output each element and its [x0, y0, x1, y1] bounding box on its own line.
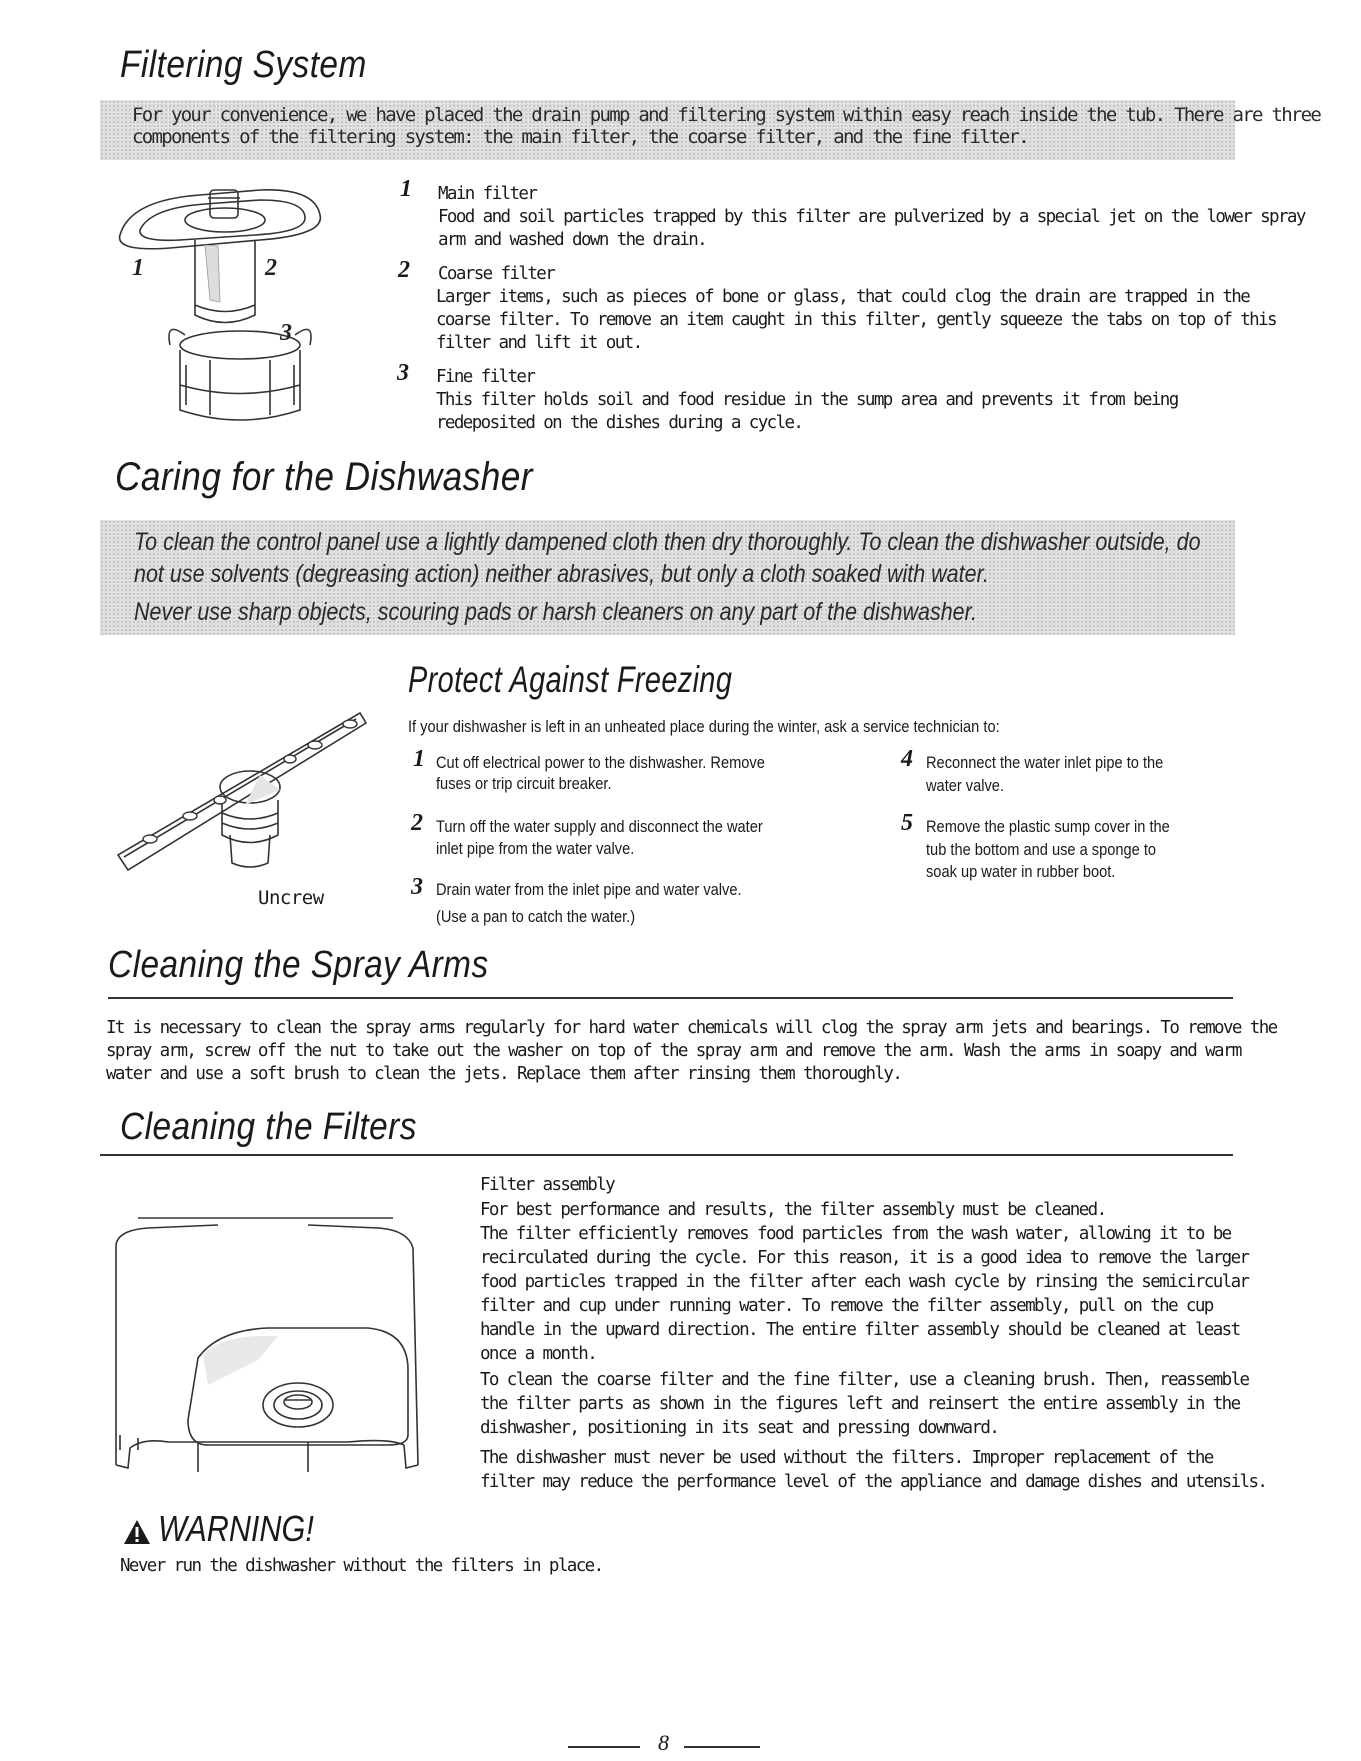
- filtering-intro-band: [100, 100, 1321, 160]
- freeze-step-2-line: Turn off the water supply and disconnect the water: [436, 817, 763, 836]
- filter-item-3-line: This filter holds soil and food residue in the sump area and prevents it from being: [436, 390, 1178, 410]
- freeze-step-2-number: 2: [411, 810, 423, 836]
- spray-arms-line: water and use a soft brush to clean the jets. Replace them after rinsing them thoroughly.: [106, 1064, 902, 1084]
- filters-line: recirculated during the cycle. For this reason, it is a good idea to remove the larger: [480, 1248, 1249, 1268]
- filter-item-2-line: coarse filter. To remove an item caught in this filter, gently squeeze the tabs on top of this: [436, 310, 1276, 330]
- filter-item-2-line: Larger items, such as pieces of bone or glass, that could clog the drain are trapped in the: [436, 287, 1250, 307]
- tub-filter-illustration: [108, 1210, 428, 1475]
- caring-line3: Never use sharp objects, scouring pads or harsh cleaners on any part of the dishwasher.: [134, 598, 977, 626]
- filters-heading: Filter assembly: [480, 1175, 615, 1195]
- spray-arms-rule: [108, 997, 1233, 999]
- filter-item-3-line: redeposited on the dishes during a cycle.: [436, 413, 803, 433]
- filters-line: filter and cup under running water. To remove the filter assembly, pull on the cup: [480, 1296, 1213, 1316]
- freeze-step-5-line: tub the bottom and use a sponge to: [926, 840, 1157, 859]
- freezing-title: Protect Against Freezing: [408, 659, 733, 700]
- spray-arm-illustration: [110, 705, 370, 885]
- freezing-intro: If your dishwasher is left in an unheated place during the winter, ask a service technician to:: [408, 717, 1000, 736]
- footer-rule-left: [568, 1746, 640, 1748]
- filter-item-2-line: filter and lift it out.: [436, 333, 642, 353]
- freeze-step-5-line: soak up water in rubber boot.: [926, 862, 1116, 881]
- filters-title: Cleaning the Filters: [120, 1106, 417, 1148]
- spray-arms-line: spray arm, screw off the nut to take out the washer on top of the spray arm and remove the arm. Wash the arms in soapy and warm: [106, 1041, 1241, 1061]
- warning-title: WARNING!: [158, 1508, 314, 1549]
- filters-line: To clean the coarse filter and the fine filter, use a cleaning brush. Then, reassemble: [480, 1370, 1249, 1390]
- warning-text: Never run the dishwasher without the filters in place.: [120, 1556, 603, 1576]
- filter-item-1-number: 1: [400, 176, 412, 202]
- freeze-step-2-line: inlet pipe from the water valve.: [436, 839, 635, 858]
- freeze-step-4-line: water valve.: [926, 776, 1005, 795]
- filters-line: once a month.: [480, 1344, 597, 1364]
- filters-line: The filter efficiently removes food particles from the wash water, allowing it to be: [480, 1224, 1231, 1244]
- warning-icon: [122, 1518, 152, 1546]
- filter-item-1-title: Main filter: [438, 184, 537, 204]
- filters-line: food particles trapped in the filter after each wash cycle by rinsing the semicircular: [480, 1272, 1249, 1292]
- figure-label-1: 1: [132, 255, 144, 281]
- filter-item-3-number: 3: [397, 360, 409, 386]
- filter-item-2-number: 2: [398, 257, 410, 283]
- freeze-step-5-line: Remove the plastic sump cover in the: [926, 817, 1170, 836]
- figure-label-2: 2: [265, 255, 277, 281]
- filtering-intro-line1: For your convenience, we have placed the drain pump and filtering system within easy reach inside the tub. There are three: [132, 104, 1321, 126]
- caring-band: [100, 520, 1235, 635]
- filters-line: handle in the upward direction. The entire filter assembly should be cleaned at least: [480, 1320, 1240, 1340]
- filters-line: For best performance and results, the filter assembly must be cleaned.: [480, 1200, 1106, 1220]
- caring-line1: To clean the control panel use a lightly dampened cloth then dry thoroughly. To clean the dishwasher outside, do: [134, 528, 1201, 556]
- filter-item-1-line: Food and soil particles trapped by this filter are pulverized by a special jet on the lower spray: [438, 207, 1305, 227]
- filtering-intro-line2: components of the filtering system: the main filter, the coarse filter, and the fine filter.: [132, 126, 1028, 148]
- freeze-step-1-line: fuses or trip circuit breaker.: [436, 774, 612, 793]
- spray-arms-line: It is necessary to clean the spray arms regularly for hard water chemicals will clog the spray arm jets and bearings. To remove the: [106, 1018, 1277, 1038]
- spray-arms-title: Cleaning the Spray Arms: [108, 944, 489, 986]
- filtering-title: Filtering System: [120, 44, 367, 86]
- filter-item-3-title: Fine filter: [436, 367, 535, 387]
- freeze-step-1-line: Cut off electrical power to the dishwasher. Remove: [436, 753, 765, 772]
- caring-line2: not use solvents (degreasing action) neither abrasives, but only a cloth soaked with water.: [134, 560, 989, 588]
- footer-rule-right: [684, 1746, 760, 1748]
- page-number: 8: [658, 1730, 669, 1755]
- spray-arm-caption: Uncrew: [258, 887, 324, 909]
- freeze-step-3-line: (Use a pan to catch the water.): [436, 907, 636, 926]
- freeze-step-3-line: Drain water from the inlet pipe and water valve.: [436, 880, 742, 899]
- freeze-step-3-number: 3: [411, 874, 423, 900]
- filter-item-2-title: Coarse filter: [438, 264, 555, 284]
- filters-line: filter may reduce the performance level of the appliance and damage dishes and utensils.: [480, 1472, 1267, 1492]
- filters-line: the filter parts as shown in the figures left and reinsert the entire assembly in the: [480, 1394, 1240, 1414]
- filter-item-1-line: arm and washed down the drain.: [438, 230, 707, 250]
- freeze-step-1-number: 1: [413, 746, 425, 772]
- filters-line: The dishwasher must never be used without the filters. Improper replacement of the: [480, 1448, 1213, 1468]
- freeze-step-4-line: Reconnect the water inlet pipe to the: [926, 753, 1164, 772]
- freeze-step-4-number: 4: [901, 746, 913, 772]
- filters-rule: [100, 1154, 1233, 1156]
- freeze-step-5-number: 5: [901, 810, 913, 836]
- figure-label-3: 3: [280, 320, 292, 346]
- caring-title: Caring for the Dishwasher: [115, 455, 533, 499]
- filter-assembly-illustration: [110, 180, 350, 430]
- filters-line: dishwasher, positioning in its seat and pressing downward.: [480, 1418, 999, 1438]
